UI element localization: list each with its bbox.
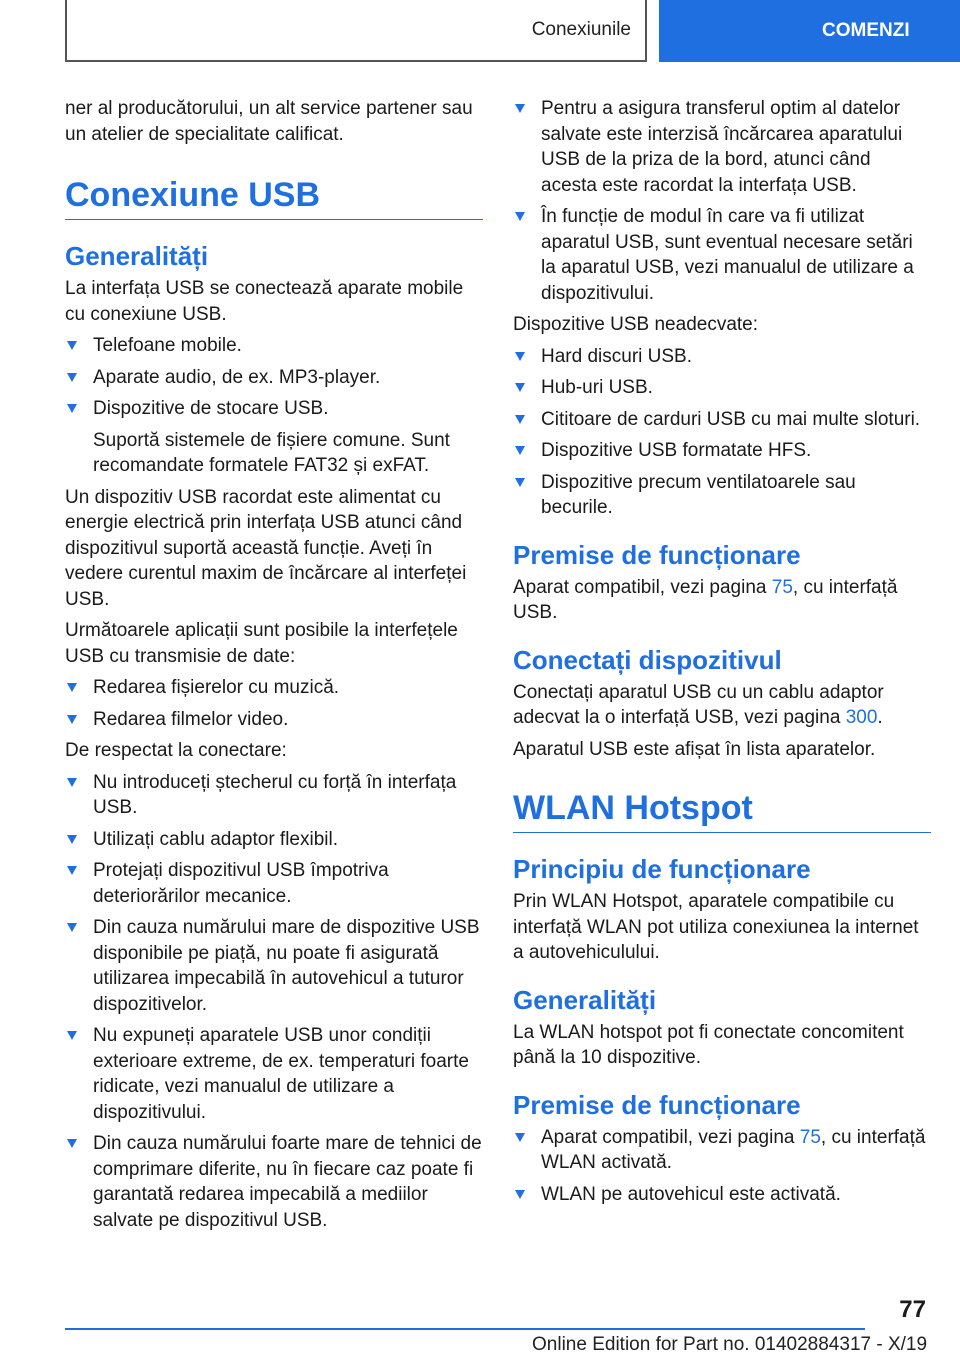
list-item: Aparat compatibil, vezi pagina 75, cu interfață WLAN activată. bbox=[513, 1125, 931, 1176]
edition-text: Online Edition for Part no. 01402884317 - X/19 bbox=[532, 1334, 928, 1355]
list-item: Pentru a asigura transferul optim al datelor salvate este interzisă încărcarea aparatului USB de la priza de la bord, atunci când acesta este racordat la interfața USB. bbox=[513, 96, 931, 198]
unsuitable-list bbox=[513, 344, 931, 521]
footer-divider bbox=[65, 1328, 865, 1330]
chapter-tab[interactable]: COMENZI bbox=[659, 0, 960, 62]
list-item: WLAN pe autovehicul este activată. bbox=[513, 1182, 931, 1208]
page-link[interactable]: 300 bbox=[845, 707, 878, 728]
list-item: Nu introduceți ștecherul cu forță în interfața USB. bbox=[65, 770, 483, 821]
list-item: Dispozitive precum ventilatoarele sau becurile. bbox=[513, 470, 931, 521]
triangle-bullet-icon bbox=[67, 866, 77, 875]
page-link[interactable]: 75 bbox=[771, 576, 793, 598]
wlan-general-text: La WLAN hotspot pot fi conectate concomitent până la 10 dispozitive. bbox=[513, 1021, 904, 1068]
list-item: Dispozitive de stocare USB. bbox=[65, 396, 483, 422]
triangle-bullet-icon bbox=[515, 478, 525, 487]
device-list bbox=[65, 333, 483, 422]
triangle-bullet-icon bbox=[67, 341, 77, 350]
right-column bbox=[513, 96, 931, 1213]
triangle-bullet-icon bbox=[67, 715, 77, 724]
prereq-heading: Premise de funcționare bbox=[513, 539, 801, 570]
list-item: Hard discuri USB. bbox=[513, 344, 931, 370]
triangle-bullet-icon bbox=[515, 104, 525, 113]
prereq-text: Aparat compatibil, vezi pagina 75, cu interfață USB. bbox=[513, 576, 898, 623]
list-item: Telefoane mobile. bbox=[65, 333, 483, 359]
triangle-bullet-icon bbox=[515, 383, 525, 392]
list-item: Din cauza numărului mare de dispozitive USB disponibile pe piață, nu poate fi asigurată utilizarea impecabilă în autovehicul a tuturor dispozitivelor. bbox=[65, 915, 483, 1017]
power-text: Un dispozitiv USB racordat este alimentat cu energie electrică prin interfața USB atunci când dispozitivul suportă această funcție. Aveți în vedere curentul maxim de încărcare al interfeței USB. bbox=[65, 486, 467, 610]
wlan-prereq-heading: Premise de funcționare bbox=[513, 1089, 801, 1120]
list-item: În funcție de modul în care va fi utilizat aparatul USB, sunt eventual necesare setări la aparatul USB, vezi manualul de utilizare a dispozitivului. bbox=[513, 204, 931, 306]
triangle-bullet-icon bbox=[67, 778, 77, 787]
triangle-bullet-icon bbox=[515, 1133, 525, 1142]
unsuitable-heading: Dispozitive USB neadecvate: bbox=[513, 314, 759, 335]
list-item: Cititoare de carduri USB cu mai multe sloturi. bbox=[513, 407, 931, 433]
list-item: Aparate audio, de ex. MP3-player. bbox=[65, 365, 483, 391]
wlan-title: WLAN Hotspot bbox=[513, 788, 931, 833]
connect-text: Conectați aparatul USB cu un cablu adaptor adecvat la o interfață USB, vezi pagina 300. bbox=[513, 681, 884, 728]
connect-note: De respectat la conectare: bbox=[65, 740, 287, 761]
list-item: Dispozitive USB formatate HFS. bbox=[513, 438, 931, 464]
general-text: La interfața USB se conectează aparate mobile cu conexiune USB. bbox=[65, 278, 464, 325]
list-item: Utilizați cablu adaptor flexibil. bbox=[65, 827, 483, 853]
storage-note: Suportă sistemele de fișiere comune. Sunt recomandate formatele FAT32 și exFAT. bbox=[93, 429, 450, 476]
apps-list bbox=[65, 675, 483, 732]
page-number: 77 bbox=[899, 1296, 926, 1323]
list-item: Nu expuneți aparatele USB unor condiții exterioare extreme, de ex. temperaturi foarte ridicate, vezi manualul de utilizare a dispozitivului. bbox=[65, 1023, 483, 1125]
triangle-bullet-icon bbox=[515, 352, 525, 361]
list-item: Redarea filmelor video. bbox=[65, 707, 483, 733]
intro-text: ner al producătorului, un alt service partener sau un atelier de specialitate calificat. bbox=[65, 98, 473, 145]
triangle-bullet-icon bbox=[67, 835, 77, 844]
general-heading: Generalități bbox=[65, 241, 209, 271]
rules-list bbox=[65, 770, 483, 1234]
triangle-bullet-icon bbox=[515, 212, 525, 221]
displayed-text: Aparatul USB este afișat în lista aparatelor. bbox=[513, 738, 876, 760]
usb-title: Conexiune USB bbox=[65, 175, 483, 220]
left-column bbox=[65, 96, 483, 1239]
triangle-bullet-icon bbox=[67, 1139, 77, 1148]
principle-text: Prin WLAN Hotspot, aparatele compatibile cu interfață WLAN pot utiliza conexiunea la internet a autovehiculului. bbox=[513, 891, 919, 963]
triangle-bullet-icon bbox=[67, 373, 77, 382]
apps-text: Următoarele aplicații sunt posibile la interfețele USB cu transmisie de date: bbox=[65, 620, 458, 667]
list-item: Hub-uri USB. bbox=[513, 375, 931, 401]
page-link[interactable]: 75 bbox=[799, 1126, 821, 1148]
wlan-prereq-list bbox=[513, 1125, 931, 1208]
triangle-bullet-icon bbox=[515, 1190, 525, 1199]
triangle-bullet-icon bbox=[67, 923, 77, 932]
list-item: Protejați dispozitivul USB împotriva deteriorărilor mecanice. bbox=[65, 858, 483, 909]
list-item: Din cauza numărului foarte mare de tehnici de comprimare diferite, nu în fiecare caz poate fi garantată redarea impecabilă a mediilor salvate pe dispozitivul USB. bbox=[65, 1131, 483, 1233]
triangle-bullet-icon bbox=[67, 683, 77, 692]
rules-list-continued bbox=[513, 96, 931, 306]
wlan-general-heading: Generalități bbox=[513, 984, 657, 1015]
connect-heading: Conectați dispozitivul bbox=[513, 644, 782, 675]
principle-heading: Principiu de funcționare bbox=[513, 854, 811, 884]
triangle-bullet-icon bbox=[67, 404, 77, 413]
list-item: Redarea fișierelor cu muzică. bbox=[65, 675, 483, 701]
section-tab: Conexiunile bbox=[65, 0, 647, 62]
triangle-bullet-icon bbox=[515, 446, 525, 455]
triangle-bullet-icon bbox=[67, 1031, 77, 1040]
triangle-bullet-icon bbox=[515, 415, 525, 424]
